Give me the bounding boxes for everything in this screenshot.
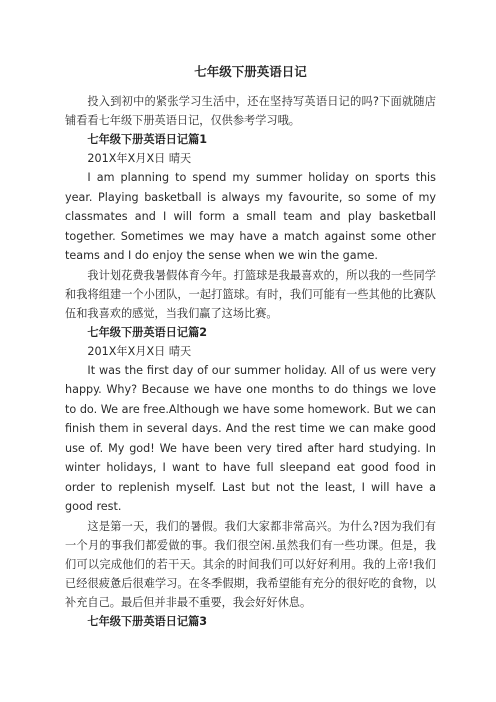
section-chinese-1: 我计划花费我暑假体育今年。打篮球是我最喜欢的，所以我的一些同学和我将组建一个小团队，一起打篮球。有时，我们可能有一些其他的比赛队伍和我喜欢的感觉，当我们赢了这场比赛。	[65, 268, 436, 320]
section-chinese-2: 这是第一天，我们的暑假。我们大家都非常高兴。为什么?因为我们有一个月的事我们都爱做的事。我们很空闲.虽然我们有一些功课。但是，我们可以完成他们的若干天。其余的时间我们可以好好利用。我的上帝!我们已经很疲惫后很难学习。在冬季假期，我希望能有充分的很好吃的食物，以补充自己。最后但并非最不重要，我会好好休息。	[65, 519, 436, 609]
intro-paragraph: 投入到初中的紧张学习生活中，还在坚持写英语日记的吗?下面就随店铺看看七年级下册英语日记，仅供参考学习哦。	[65, 95, 436, 127]
page-title: 七年级下册英语日记	[194, 64, 307, 79]
section-english-2: It was the first day of our summer holiday. All of us were very happy. Why? Because we have one months to do things we love to do. We are free.Although we have some homework. But we can finish them in several days. And the rest time we can make good use of. My god! We have been very tired after hard studying. In winter holidays, I want to have full sleepand eat good food in order to replenish myself. Last but not the least, I will have a good rest.	[65, 363, 436, 513]
section-heading-2: 七年级下册英语日记篇2	[87, 325, 208, 339]
section-date-1: 201X年X月X日 晴天	[87, 152, 192, 165]
section-date-2: 201X年X月X日 晴天	[87, 344, 192, 358]
section-english-1: I am planning to spend my summer holiday on sports this year. Playing basketball is always my favourite, so some of my classmates and I will form a small team and play basketball together. Sometimes we may have a match against some other teams and I do enjoy the sense when we win the game.	[65, 171, 436, 262]
section-heading-1: 七年级下册英语日记篇1	[87, 133, 208, 146]
section-heading-3: 七年级下册英语日记篇3	[87, 614, 208, 628]
